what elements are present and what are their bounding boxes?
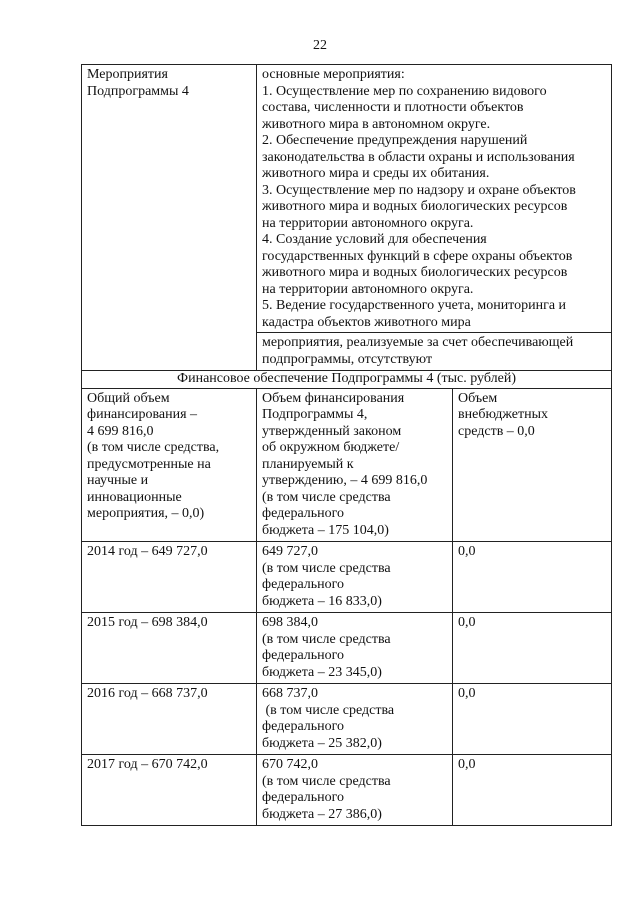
main-activities-line: на территории автономного округа.: [262, 281, 474, 297]
budget-volume-line: Объем финансирования: [262, 390, 405, 406]
activities-content-cell: [257, 65, 612, 371]
main-activities-line: основные мероприятия:: [262, 67, 405, 82]
year-budget-line: бюджета – 23 345,0): [262, 664, 382, 680]
budget-volume-line: утвержденный законом: [262, 423, 402, 439]
budget-volume-line: об окружном бюджете/: [262, 440, 400, 455]
budget-volume-line: (в том числе средства: [262, 489, 391, 505]
budget-volume-cell: [257, 388, 453, 542]
total-volume-line: (в том числе средства,: [87, 440, 220, 455]
financing-heading-row: [82, 371, 612, 389]
main-activities-line: состава, численности и плотности объектов: [262, 100, 524, 115]
year-budget-line: бюджета – 27 386,0): [262, 806, 382, 822]
total-volume-line: научные и: [87, 473, 149, 488]
year-budget-line: (в том числе средства: [262, 773, 391, 789]
year-budget-line: 698 384,0: [262, 615, 318, 630]
year-extrabudgetary-cell: 0,0: [453, 684, 612, 755]
financing-year-row: [82, 755, 612, 826]
year-total-cell: 2015 год – 698 384,0: [82, 613, 257, 684]
year-extrabudgetary-cell: 0,0: [453, 755, 612, 826]
secondary-activities-line: мероприятия, реализуемые за счет обеспечивающей: [262, 335, 574, 350]
financing-header-row: [82, 388, 612, 542]
financing-year-row: [82, 613, 612, 684]
total-volume-line: инновационные: [87, 489, 182, 505]
main-activities-line: законодательства в области охраны и использования: [262, 149, 575, 165]
year-budget-cell: [257, 755, 453, 826]
year-extrabudgetary-cell: 0,0: [453, 542, 612, 613]
year-budget-line: федерального: [262, 648, 345, 663]
year-budget-cell: [257, 542, 453, 613]
budget-volume-line: бюджета – 175 104,0): [262, 522, 389, 538]
year-budget-line: (в том числе средства: [262, 702, 395, 718]
page-number: 22: [313, 38, 327, 53]
year-budget-cell: [257, 684, 453, 755]
budget-volume-line: утверждению, – 4 699 816,0: [262, 473, 428, 488]
financing-year-row: [82, 684, 612, 755]
total-volume-line: предусмотренные на: [87, 456, 211, 472]
year-budget-cell: [257, 613, 453, 684]
year-budget-line: 670 742,0: [262, 757, 318, 772]
year-budget-line: бюджета – 16 833,0): [262, 593, 382, 609]
main-activities-line: на территории автономного округа.: [262, 215, 474, 231]
year-budget-line: федерального: [262, 790, 345, 805]
main-activities-line: 5. Ведение государственного учета, мониторинга и: [262, 298, 567, 313]
year-budget-line: бюджета – 25 382,0): [262, 735, 382, 751]
extrabudgetary-volume-line: Объем: [458, 390, 498, 406]
activities-label-line: Подпрограммы 4: [87, 83, 189, 99]
extrabudgetary-volume-line: средств – 0,0: [458, 423, 535, 439]
financing-heading: Финансовое обеспечение Подпрограммы 4 (тыс. рублей): [82, 371, 612, 389]
budget-volume-line: Подпрограммы 4,: [262, 407, 368, 422]
activities-label-line: Мероприятия: [87, 67, 168, 82]
year-budget-line: (в том числе средства: [262, 631, 391, 647]
year-budget-line: 649 727,0: [262, 544, 318, 559]
total-volume-cell: [82, 388, 257, 542]
budget-volume-line: федерального: [262, 506, 345, 521]
year-extrabudgetary-cell: 0,0: [453, 613, 612, 684]
main-activities-line: животного мира в автономном округе.: [262, 116, 491, 132]
total-volume-line: Общий объем: [87, 390, 170, 406]
budget-volume-line: планируемый к: [262, 456, 354, 472]
main-activities-line: 2. Обеспечение предупреждения нарушений: [262, 133, 528, 148]
financing-year-row: [82, 542, 612, 613]
total-volume-line: 4 699 816,0: [87, 423, 154, 439]
year-budget-line: 668 737,0: [262, 686, 318, 701]
extrabudgetary-volume-cell: [453, 388, 612, 542]
extrabudgetary-volume-line: внебюджетных: [458, 407, 549, 422]
year-total-cell: 2014 год – 649 727,0: [82, 542, 257, 613]
activities-label-cell: [82, 65, 257, 371]
total-volume-line: финансирования –: [87, 407, 198, 422]
year-budget-line: федерального: [262, 577, 345, 592]
main-activities-line: 3. Осуществление мер по надзору и охране объектов: [262, 182, 576, 198]
main-activities-line: животного мира и водных биологических ресурсов: [262, 199, 568, 214]
secondary-activities-line: подпрограммы, отсутствуют: [262, 351, 433, 367]
total-volume-line: мероприятия, – 0,0): [87, 506, 205, 521]
main-activities-block: [257, 65, 611, 332]
year-budget-line: (в том числе средства: [262, 560, 391, 576]
subprogram-passport-table: [81, 64, 612, 826]
activities-row: [82, 65, 612, 371]
year-budget-line: федерального: [262, 719, 345, 734]
year-total-cell: 2016 год – 668 737,0: [82, 684, 257, 755]
main-activities-line: 1. Осуществление мер по сохранению видового: [262, 83, 547, 99]
year-total-cell: 2017 год – 670 742,0: [82, 755, 257, 826]
main-activities-line: государственных функций в сфере охраны объектов: [262, 248, 573, 264]
secondary-activities-block: [257, 332, 611, 370]
main-activities-line: животного мира и водных биологических ресурсов: [262, 265, 568, 280]
main-activities-line: кадастра объектов животного мира: [262, 314, 471, 330]
main-activities-line: 4. Создание условий для обеспечения: [262, 232, 487, 247]
main-activities-line: животного мира и среды их обитания.: [262, 166, 490, 181]
